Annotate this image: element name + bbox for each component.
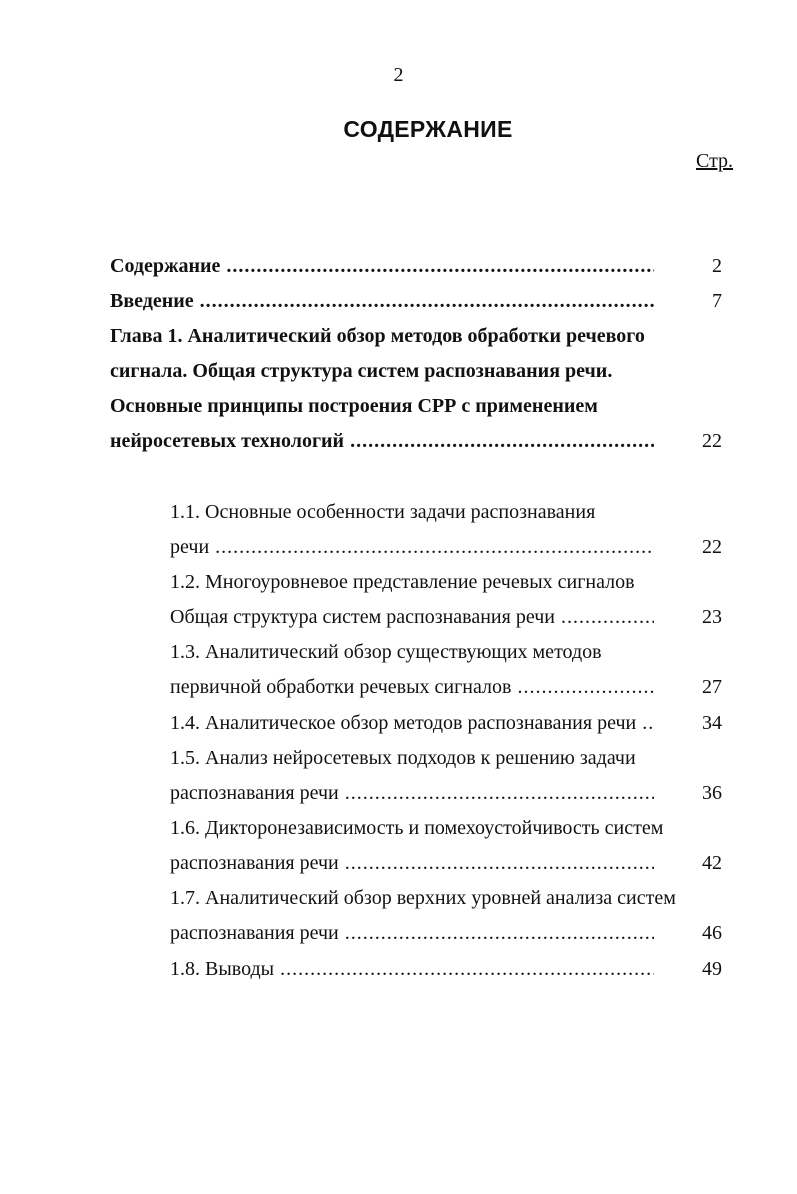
- toc-entry-page: 36: [702, 782, 722, 804]
- toc-entry-page: 46: [702, 922, 722, 944]
- page-title: СОДЕРЖАНИЕ: [343, 116, 513, 142]
- toc-entry-label: Общая структура систем распознавания речи .....: [170, 602, 654, 632]
- toc-entry-contents[interactable]: [0, 251, 797, 281]
- toc-entry-intro[interactable]: [0, 286, 797, 316]
- toc-entry-1-5[interactable]: [0, 778, 797, 808]
- toc-entry-label: распознавания речи .....: [170, 778, 654, 808]
- toc-entry-label: речи .....: [170, 532, 654, 562]
- toc-entry-label: 1.8. Выводы .....: [170, 954, 654, 984]
- toc-entry-page: 42: [702, 852, 722, 874]
- toc-entry-1-8[interactable]: [0, 954, 797, 984]
- toc-section-line: 1.7. Аналитический обзор верхних уровней анализа систем: [170, 887, 676, 909]
- toc-chapter-line: Глава 1. Аналитический обзор методов обработки речевого: [110, 325, 645, 347]
- toc-entry-label: распознавания речи .....: [170, 848, 654, 878]
- toc-entry-page: 27: [702, 676, 722, 698]
- toc-section-line: 1.3. Аналитический обзор существующих методов: [170, 641, 602, 663]
- toc-chapter-line: Основные принципы построения СРР с применением: [110, 395, 598, 417]
- toc-chapter-line: сигнала. Общая структура систем распознавания речи.: [110, 360, 613, 382]
- toc-entry-chapter-1[interactable]: [0, 426, 797, 456]
- toc-entry-1-6[interactable]: [0, 848, 797, 878]
- toc-entry-label: первичной обработки речевых сигналов .....: [170, 672, 654, 702]
- toc-section-line: 1.6. Дикторонезависимость и помехоустойчивость систем: [170, 817, 664, 839]
- toc-section-line: 1.2. Многоуровневое представление речевых сигналов: [170, 571, 635, 593]
- toc-entry-label: Содержание .....: [110, 251, 654, 281]
- toc-entry-label: нейросетевых технологий .....: [110, 426, 654, 456]
- toc-entry-label: 1.4. Аналитическое обзор методов распознавания речи .....: [170, 708, 654, 738]
- toc-entry-page: 34: [702, 712, 722, 734]
- toc-entry-1-2[interactable]: [0, 602, 797, 632]
- toc-entry-page: 7: [712, 290, 722, 312]
- toc-entry-1-7[interactable]: [0, 918, 797, 948]
- page-column-label: Стр.: [696, 150, 734, 172]
- toc-entry-page: 23: [702, 606, 722, 628]
- toc-section-line: 1.1. Основные особенности задачи распознавания: [170, 501, 596, 523]
- toc-entry-label: Введение .....: [110, 286, 654, 316]
- toc-entry-1-1[interactable]: [0, 532, 797, 562]
- toc-entry-label: распознавания речи .....: [170, 918, 654, 948]
- page-number: 2: [393, 64, 404, 86]
- toc-entry-1-3[interactable]: [0, 672, 797, 702]
- toc-section-line: 1.5. Анализ нейросетевых подходов к решению задачи: [170, 747, 636, 769]
- toc-entry-page: 2: [712, 255, 722, 277]
- toc-entry-page: 22: [702, 536, 722, 558]
- toc-entry-page: 22: [702, 430, 722, 452]
- toc-entry-1-4[interactable]: [0, 708, 797, 738]
- toc-entry-page: 49: [702, 958, 722, 980]
